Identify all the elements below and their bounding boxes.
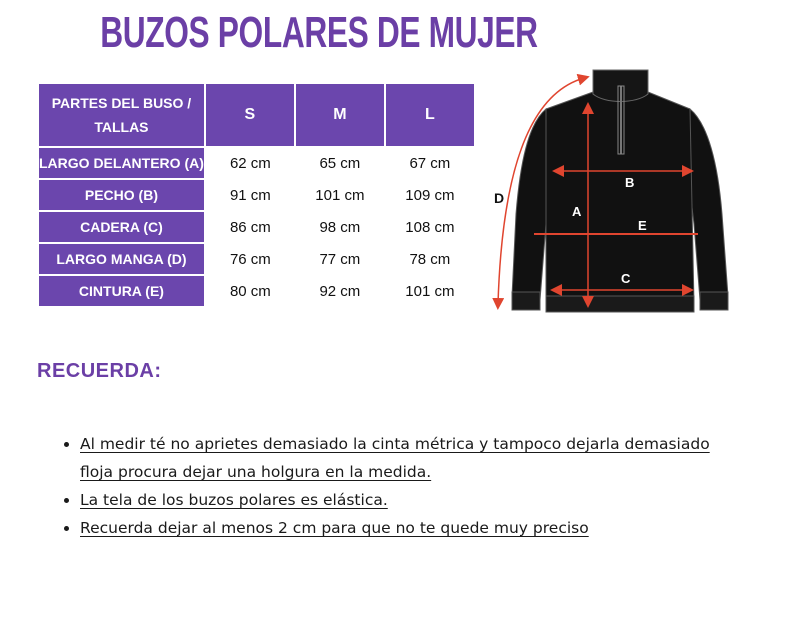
- row-label: CINTURA (E): [38, 275, 205, 307]
- table-cell: 65 cm: [319, 155, 361, 172]
- table-cell: 86 cm: [229, 218, 271, 236]
- corner-header: PARTES DEL BUSO / TALLAS: [38, 83, 205, 147]
- label-d: D: [494, 190, 505, 206]
- table-cell: 78 cm: [409, 250, 451, 268]
- table-row: [38, 211, 475, 243]
- table-cell: 76 cm: [229, 250, 271, 268]
- label-e: E: [638, 218, 647, 233]
- row-label: LARGO MANGA (D): [38, 243, 205, 275]
- size-header-l: L: [385, 83, 475, 147]
- size-header-s: S: [205, 83, 295, 147]
- table-cell: 101 cm: [405, 282, 455, 300]
- sweater-measurement-diagram: [488, 64, 758, 334]
- table-cell: 101 cm: [315, 186, 365, 204]
- table-cell: 91 cm: [229, 186, 271, 204]
- size-chart-table: [37, 82, 476, 308]
- table-row: [38, 179, 475, 211]
- list-item: • Al medir té no aprietes demasiado la cinta métrica y tampoco dejarla demasiado floja procura dejar una holgura en la medida.: [80, 430, 720, 486]
- table-row: [38, 147, 475, 179]
- table-cell: 77 cm: [319, 250, 361, 268]
- row-label: LARGO DELANTERO (A): [38, 147, 205, 179]
- row-label: CADERA (C): [38, 211, 205, 243]
- list-item: • La tela de los buzos polares es elástica.: [80, 486, 720, 514]
- label-c: C: [621, 271, 631, 286]
- label-b: B: [625, 175, 635, 190]
- table-row: [38, 243, 475, 275]
- table-cell: 109 cm: [405, 186, 455, 204]
- size-header-m: M: [295, 83, 385, 147]
- table-row: [38, 275, 475, 307]
- table-cell: 67 cm: [409, 155, 451, 172]
- table-cell: 62 cm: [229, 155, 271, 172]
- table-header-row: [38, 83, 475, 147]
- recuerda-heading: RECUERDA:: [37, 360, 162, 382]
- row-label: PECHO (B): [38, 179, 205, 211]
- table-cell: 92 cm: [319, 282, 361, 300]
- page-title: BUZOS POLARES DE MUJER: [100, 8, 538, 57]
- list-item: • Recuerda dejar al menos 2 cm para que no te quede muy preciso: [80, 514, 720, 542]
- table-cell: 108 cm: [405, 218, 455, 236]
- reminder-list: [52, 430, 720, 542]
- table-cell: 80 cm: [229, 282, 271, 300]
- table-cell: 98 cm: [319, 218, 361, 236]
- label-a: A: [572, 204, 582, 219]
